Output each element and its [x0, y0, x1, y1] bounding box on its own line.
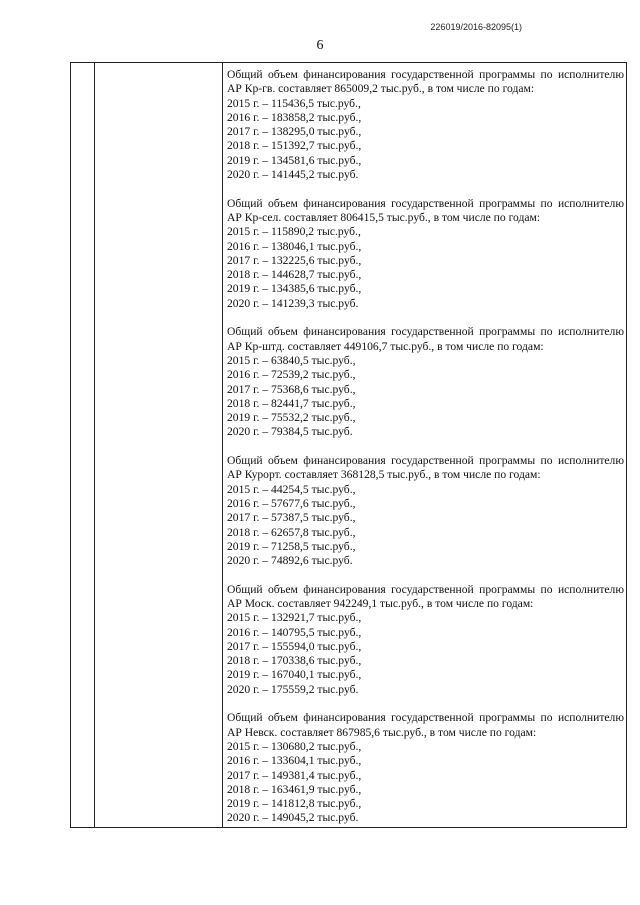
column-divider-1 [94, 63, 95, 827]
funding-year-line: 2018 г. – 163461,9 тыс.руб., [227, 782, 362, 796]
funding-year-line: 2019 г. – 71258,5 тыс.руб., [227, 539, 356, 553]
funding-year-line: 2017 г. – 132225,6 тыс.руб., [227, 253, 362, 267]
funding-year-line: 2018 г. – 151392,7 тыс.руб., [227, 139, 362, 153]
funding-year-line: 2019 г. – 134385,6 тыс.руб., [227, 282, 362, 296]
funding-block [227, 454, 624, 568]
funding-year-line: 2016 г. – 138046,1 тыс.руб., [227, 239, 362, 253]
funding-year-line: 2015 г. – 44254,5 тыс.руб., [227, 482, 356, 496]
funding-year-line: 2016 г. – 183858,2 тыс.руб., [227, 110, 362, 124]
document-reference-number: 226019/2016-82095(1) [430, 22, 522, 32]
funding-year-line: 2020 г. – 74892,6 тыс.руб. [227, 554, 353, 568]
funding-year-line: 2015 г. – 115890,2 тыс.руб., [227, 225, 361, 239]
funding-year-line: 2017 г. – 57387,5 тыс.руб., [227, 511, 356, 525]
funding-year-line: 2020 г. – 149045,2 тыс.руб. [227, 811, 359, 825]
funding-block-heading: Общий объем финансирования государственной программы по исполнителю АР Курорт. составляет 368128,5 тыс.руб., в том числе по годам: [227, 454, 624, 482]
funding-year-line: 2016 г. – 57677,6 тыс.руб., [227, 496, 356, 510]
funding-year-line: 2018 г. – 62657,8 тыс.руб., [227, 525, 356, 539]
funding-year-line: 2015 г. – 130680,2 тыс.руб., [227, 739, 362, 753]
funding-year-line: 2016 г. – 133604,1 тыс.руб., [227, 754, 362, 768]
funding-block-heading: Общий объем финансирования государственной программы по исполнителю АР Кр-сел. составляет 806415,5 тыс.руб., в том числе по годам: [227, 196, 624, 224]
funding-year-line: 2015 г. – 132921,7 тыс.руб., [227, 611, 362, 625]
funding-block [227, 197, 624, 311]
funding-year-line: 2019 г. – 167040,1 тыс.руб., [227, 668, 362, 682]
funding-year-line: 2019 г. – 134581,6 тыс.руб., [227, 153, 362, 167]
funding-year-line: 2017 г. – 149381,4 тыс.руб., [227, 768, 362, 782]
column-divider-2 [222, 63, 223, 827]
page-number: 6 [316, 38, 324, 53]
funding-year-line: 2018 г. – 82441,7 тыс.руб., [227, 396, 356, 410]
funding-year-line: 2015 г. – 115436,5 тыс.руб., [227, 96, 361, 110]
funding-year-line: 2020 г. – 79384,5 тыс.руб. [227, 425, 353, 439]
funding-year-line: 2019 г. – 141812,8 тыс.руб., [227, 797, 362, 811]
funding-year-line: 2019 г. – 75532,2 тыс.руб., [227, 411, 356, 425]
funding-block-heading: Общий объем финансирования государственной программы по исполнителю АР Невск. составляет 867985,6 тыс.руб., в том числе по годам: [227, 711, 624, 739]
funding-block [227, 583, 624, 697]
funding-year-line: 2018 г. – 170338,6 тыс.руб., [227, 654, 362, 668]
funding-year-line: 2020 г. – 141445,2 тыс.руб. [227, 168, 359, 182]
funding-year-line: 2018 г. – 144628,7 тыс.руб., [227, 268, 362, 282]
funding-year-line: 2015 г. – 63840,5 тыс.руб., [227, 353, 356, 367]
funding-year-line: 2017 г. – 138295,0 тыс.руб., [227, 125, 362, 139]
funding-content-cell [227, 68, 624, 840]
funding-block-heading: Общий объем финансирования государственной программы по исполнителю АР Моск. составляет 942249,1 тыс.руб., в том числе по годам: [227, 582, 624, 610]
funding-year-line: 2020 г. – 141239,3 тыс.руб. [227, 296, 359, 310]
funding-year-line: 2020 г. – 175559,2 тыс.руб. [227, 682, 359, 696]
funding-block [227, 711, 624, 825]
funding-year-line: 2017 г. – 75368,6 тыс.руб., [227, 382, 356, 396]
funding-block [227, 325, 624, 439]
funding-block [227, 68, 624, 182]
funding-table [70, 62, 627, 828]
funding-year-line: 2017 г. – 155594,0 тыс.руб., [227, 639, 362, 653]
funding-year-line: 2016 г. – 140795,5 тыс.руб., [227, 625, 362, 639]
funding-year-line: 2016 г. – 72539,2 тыс.руб., [227, 368, 356, 382]
funding-block-heading: Общий объем финансирования государственной программы по исполнителю АР Кр-штд. составляет 449106,7 тыс.руб., в том числе по годам: [227, 325, 624, 353]
funding-block-heading: Общий объем финансирования государственной программы по исполнителю АР Кр-гв. составляет 865009,2 тыс.руб., в том числе по годам: [227, 68, 624, 96]
